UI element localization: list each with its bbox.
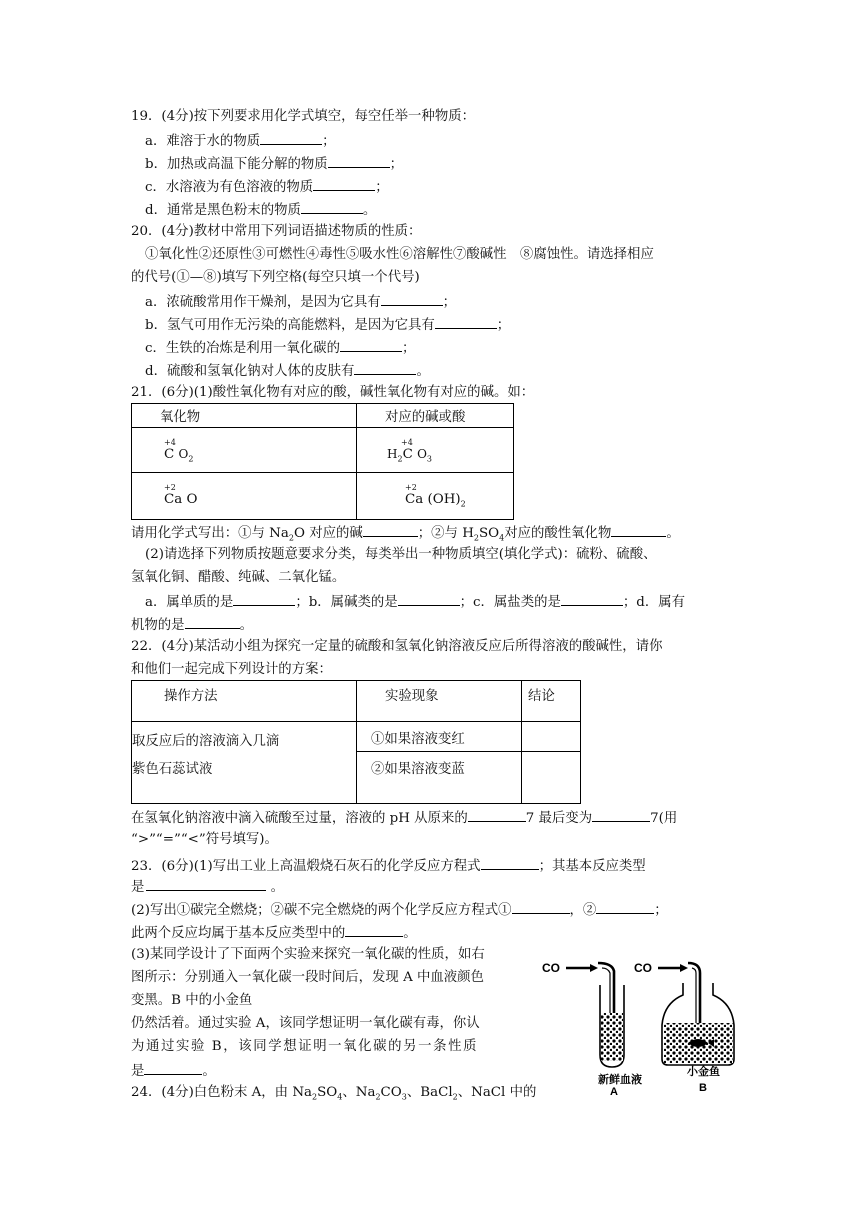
base-caoh2: +2 Ca $(OH)_2$ <box>357 473 514 520</box>
q19-a: a．难溶于水的物质 ； <box>145 131 336 151</box>
q22-ph-line: 在氢氧化钠溶液中滴入硫酸至过量，溶液的 pH 从原来的 7 最后变为 7(用 <box>131 808 677 828</box>
oxide-table <box>131 403 514 520</box>
answer-blank[interactable] <box>363 523 418 537</box>
q22-ph-hint: “>”“=”“<”符号填写)。 <box>131 832 278 847</box>
q21-part2-substances: 氢氧化铜、醋酸、纯碱、二氧化锰。 <box>131 570 346 585</box>
q23-part3-l6: 是 。 <box>131 1061 216 1081</box>
answer-blank[interactable] <box>611 523 666 537</box>
conclusion-red[interactable] <box>522 722 581 752</box>
fish-label: 小金鱼 <box>687 1066 720 1078</box>
q23-part3-l2: 图所示：分别通入一氧化碳一段时间后，发现 A 中血液颜色 <box>131 970 484 985</box>
q21-formula-line: 请用化学式写出：①与 $Na_2O$ 对应的碱 ；②与 $H_2SO_4$对应的酸性氧化物 。 <box>131 523 680 548</box>
co-label-b: CO <box>634 961 652 975</box>
answer-blank[interactable] <box>185 615 240 629</box>
answer-blank[interactable] <box>146 877 266 891</box>
co-experiment-figure <box>540 955 740 1095</box>
q23-part3-l1: (3)某同学设计了下面两个实验来探究一氧化碳的性质，如右 <box>131 947 485 962</box>
blood-label: 新鲜血液 <box>598 1074 642 1086</box>
oxide-cao: +2 Ca O <box>132 473 357 520</box>
q22-title: 22．(4分)某活动小组为探究一定量的硫酸和氢氧化钠溶液反应后所得溶液的酸碱性，请你 <box>131 639 663 654</box>
answer-blank[interactable] <box>328 154 390 168</box>
q23-part3-l5: 为通过实验 B，该同学想证明一氧化碳的另一条性质 <box>131 1039 479 1054</box>
blood-liquid <box>601 1013 623 1061</box>
answer-blank[interactable] <box>144 1061 202 1075</box>
q20-a: a．浓硫酸常用作干燥剂，是因为它具有 ； <box>145 292 456 312</box>
q23-line1: 23．(6分)(1)写出工业上高温煅烧石灰石的化学反应方程式 ；其基本反应类型 <box>131 856 646 876</box>
co-label-a: CO <box>542 961 560 975</box>
label-A: A <box>610 1086 618 1095</box>
q23-part2: (2)写出①碳完全燃烧；②碳不完全燃烧的两个化学反应方程式① ，② ； <box>131 900 668 920</box>
answer-blank[interactable] <box>435 315 497 329</box>
answer-blank[interactable] <box>512 900 570 914</box>
q21-title: 21．(6分)(1)酸性氧化物有对应的酸，碱性氧化物有对应的碱。如： <box>131 385 535 400</box>
answer-blank[interactable] <box>354 361 416 375</box>
q20-title: 20．(4分)教材中常用下列词语描述物质的性质： <box>131 224 422 239</box>
q24-line1: 24．(4分)白色粉末 A，由 $Na_2SO_4$、$Na_2CO_3$、BaCl$_2$、NaCl 中的 <box>131 1085 537 1102</box>
answer-blank[interactable] <box>233 592 295 606</box>
q19-title: 19．(4分)按下列要求用化学式填空，每空任举一种物质： <box>131 109 475 124</box>
answer-blank[interactable] <box>398 592 460 606</box>
oxide-header: 氧化物 <box>132 404 357 428</box>
method-header: 操作方法 <box>132 681 357 722</box>
answer-blank[interactable] <box>468 808 526 822</box>
conclusion-header: 结论 <box>522 681 581 722</box>
answer-blank[interactable] <box>301 200 363 214</box>
conclusion-blue[interactable] <box>522 752 581 804</box>
answer-blank[interactable] <box>260 131 322 145</box>
q23-reaction-type: 是 。 <box>131 877 284 897</box>
q23-part3-l3: 变黑。B 中的小金鱼 <box>131 993 253 1008</box>
q23-part2-type: 此两个反应均属于基本反应类型中的 。 <box>131 923 417 943</box>
answer-blank[interactable] <box>381 292 443 306</box>
answer-blank[interactable] <box>313 177 375 191</box>
method-cell: 取反应后的溶液滴入几滴 紫色石蕊试液 <box>132 722 357 804</box>
q19-d: d．通常是黑色粉末的物质 。 <box>145 200 376 220</box>
phenomenon-red: ①如果溶液变红 <box>357 722 522 752</box>
q21-part2: (2)请选择下列物质按题意要求分类，每类举出一种物质填空(填化学式)：硫粉、硫酸、 <box>145 547 657 562</box>
acid-base-header: 对应的碱或酸 <box>357 404 514 428</box>
q20-b: b．氢气可用作无污染的高能燃料，是因为它具有 ； <box>145 315 510 335</box>
phenomenon-blue: ②如果溶液变蓝 <box>357 752 522 804</box>
answer-blank[interactable] <box>481 856 539 870</box>
q20-instruction: 的代号(①—⑧)填写下列空格(每空只填一个代号) <box>131 270 420 285</box>
q19-b: b．加热或高温下能分解的物质 ； <box>145 154 403 174</box>
answer-blank[interactable] <box>596 900 654 914</box>
label-B: B <box>699 1082 707 1094</box>
answer-blank[interactable] <box>561 592 623 606</box>
experiment-table <box>131 680 581 804</box>
answer-blank[interactable] <box>340 338 402 352</box>
q20-d: d．硫酸和氢氧化钠对人体的皮肤有 。 <box>145 361 430 381</box>
q20-c: c．生铁的冶炼是利用一氧化碳的 ； <box>145 338 415 358</box>
q21-classification: a．属单质的是 ；b．属碱类的是 ；c．属盐类的是 ；d．属有 <box>145 592 685 612</box>
q22-title-cont: 和他们一起完成下列设计的方案： <box>131 662 332 677</box>
q20-options: ①氧化性②还原性③可燃性④毒性⑤吸水性⑥溶解性⑦酸碱性 ⑧腐蚀性。请选择相应 <box>145 247 654 262</box>
acid-h2co3: +4 $H_2C$ $O_3$ <box>357 428 514 473</box>
q21-organic: 机物的是 。 <box>131 615 253 635</box>
answer-blank[interactable] <box>345 923 403 937</box>
q19-c: c．水溶液为有色溶液的物质 ； <box>145 177 389 197</box>
q23-part3-l4: 仍然活着。通过实验 A，该同学想证明一氧化碳有毒，你认 <box>131 1016 480 1031</box>
phenomenon-header: 实验现象 <box>357 681 522 722</box>
answer-blank[interactable] <box>592 808 650 822</box>
oxide-co2: +4 C $O_2$ <box>132 428 357 473</box>
